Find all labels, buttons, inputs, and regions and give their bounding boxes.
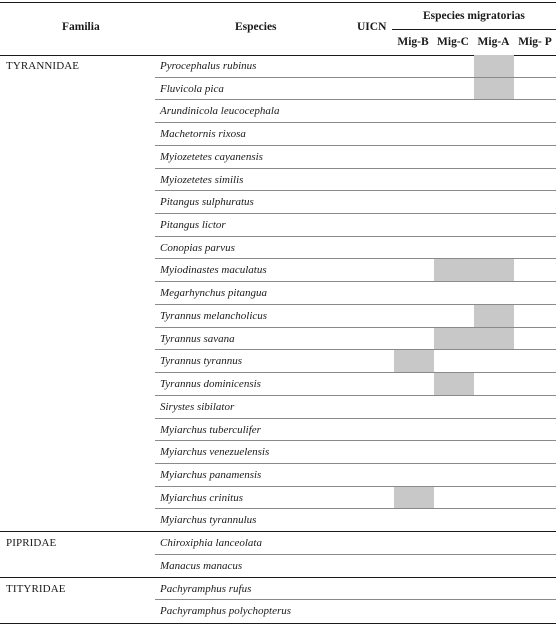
especie-cell: Myiodinastes maculatus xyxy=(160,264,267,277)
migratory-mark-cell xyxy=(474,259,514,281)
table-row xyxy=(0,282,556,305)
migratory-mark-cell xyxy=(434,373,474,395)
header-especies-migratorias: Especies migratorias xyxy=(423,10,525,22)
table-row xyxy=(0,123,556,146)
especie-cell: Conopias parvus xyxy=(160,241,235,254)
especie-cell: Megarhynchus pitangua xyxy=(160,287,268,300)
migratory-mark-cell xyxy=(474,328,514,350)
especie-cell: Fluvicola pica xyxy=(160,82,224,95)
migratory-mark-cell xyxy=(474,305,514,327)
especie-cell: Myiarchus panamensis xyxy=(160,468,262,481)
table-row xyxy=(0,509,556,532)
familia-cell: TITYRIDAE xyxy=(6,582,66,595)
header-mig-p: Mig- P xyxy=(518,36,552,48)
family-group-rule xyxy=(0,531,556,532)
family-group-rule xyxy=(0,577,556,578)
table-row xyxy=(0,441,556,464)
migratory-group-rule xyxy=(392,29,556,30)
header-familia: Familia xyxy=(62,21,100,33)
especie-cell: Myiarchus crinitus xyxy=(160,491,243,504)
table-row xyxy=(0,169,556,192)
header-mig-c: Mig-C xyxy=(437,36,469,48)
migratory-mark-cell xyxy=(434,259,474,281)
familia-cell: TYRANNIDAE xyxy=(6,60,80,72)
table-row xyxy=(0,78,556,101)
especie-cell: Tyrannus melancholicus xyxy=(160,309,268,322)
table-row xyxy=(0,464,556,487)
table-row xyxy=(0,191,556,214)
table-row xyxy=(0,259,556,282)
migratory-mark-cell xyxy=(474,55,514,77)
migratory-mark-cell xyxy=(434,328,474,350)
table-row xyxy=(0,487,556,510)
table-row xyxy=(0,532,556,555)
especie-cell: Myiarchus tuberculifer xyxy=(160,423,261,436)
table-row xyxy=(0,373,556,396)
table-row xyxy=(0,578,556,601)
especie-cell: Myiarchus venezuelensis xyxy=(160,446,270,459)
especie-cell: Tyrannus dominicensis xyxy=(160,378,261,391)
especie-cell: Arundinicola leucocephala xyxy=(160,105,280,118)
migratory-mark-cell xyxy=(474,78,514,100)
table-row xyxy=(0,350,556,373)
especie-cell: Machetornis rixosa xyxy=(160,128,246,141)
header-mig-a: Mig-A xyxy=(477,36,510,48)
especie-cell: Pachyramphus polychopterus xyxy=(160,605,292,618)
table-row xyxy=(0,214,556,237)
especie-cell: Myiarchus tyrannulus xyxy=(160,514,257,527)
header-especies: Especies xyxy=(235,21,277,33)
especie-cell: Pyrocephalus rubinus xyxy=(160,60,257,72)
especie-cell: Myiozetetes similis xyxy=(160,173,244,186)
table-row xyxy=(0,555,556,578)
migratory-mark-cell xyxy=(394,487,434,509)
header-uicn: UICN xyxy=(357,21,387,33)
especie-cell: Pitangus sulphuratus xyxy=(160,196,254,209)
table-row xyxy=(0,55,556,78)
especie-cell: Tyrannus savana xyxy=(160,332,235,345)
familia-cell: PIPRIDAE xyxy=(6,537,57,550)
especie-cell: Sirystes sibilator xyxy=(160,400,235,413)
table-row xyxy=(0,146,556,169)
table-row xyxy=(0,419,556,442)
table-row xyxy=(0,305,556,328)
especie-cell: Pachyramphus rufus xyxy=(160,582,252,595)
table-bottom-rule xyxy=(0,623,556,624)
especie-cell: Manacus manacus xyxy=(160,559,243,572)
especie-cell: Tyrannus tyrannus xyxy=(160,355,242,368)
table-row xyxy=(0,237,556,260)
header-mig-b: Mig-B xyxy=(397,36,429,48)
table-row xyxy=(0,100,556,123)
table-row xyxy=(0,328,556,351)
especie-cell: Myiozetetes cayanensis xyxy=(160,150,263,163)
especie-cell: Pitangus lictor xyxy=(160,219,226,232)
table-row xyxy=(0,600,556,623)
table-row xyxy=(0,396,556,419)
migratory-mark-cell xyxy=(394,350,434,372)
table-top-rule xyxy=(0,2,556,3)
especie-cell: Chiroxiphia lanceolata xyxy=(160,537,262,550)
